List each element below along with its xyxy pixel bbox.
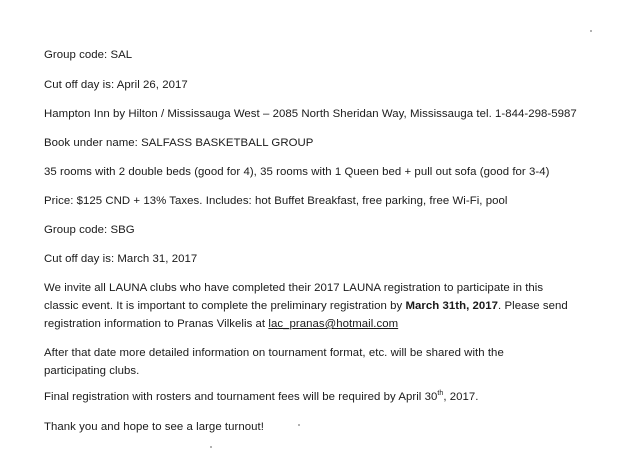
final-registration-text: Final registration with rosters and tournament fees will be required by April 30 bbox=[44, 391, 438, 403]
ordinal-suffix: th bbox=[437, 390, 444, 398]
contact-email-link[interactable]: lac_pranas@hotmail.com bbox=[268, 318, 399, 330]
invite-paragraph-line-1: We invite all LAUNA clubs who have completed their 2017 LAUNA registration to participate in this bbox=[44, 282, 544, 294]
rooms-info: 35 rooms with 2 double beds (good for 4), 35 rooms with 1 Queen bed + pull out sofa (good for 3-4) bbox=[44, 166, 550, 178]
group-code-sbg: Group code: SBG bbox=[44, 224, 135, 236]
cutoff-day-march: Cut off day is: March 31, 2017 bbox=[44, 253, 198, 265]
after-paragraph-line-2: participating clubs. bbox=[44, 365, 140, 377]
after-paragraph-line-1: After that date more detailed information on tournament format, etc. will be shared with the bbox=[44, 347, 504, 359]
hotel-address: Hampton Inn by Hilton / Mississauga West – 2085 North Sheridan Way, Mississauga tel. 1-844-298-5987 bbox=[44, 108, 577, 120]
group-code-sal: Group code: SAL bbox=[44, 49, 133, 61]
scan-speck bbox=[210, 446, 212, 448]
book-under-name: Book under name: SALFASS BASKETBALL GROUP bbox=[44, 137, 314, 149]
invite-text-end: . Please send bbox=[498, 300, 568, 312]
scan-speck bbox=[298, 424, 300, 426]
deadline-date: March 31th, 2017 bbox=[405, 300, 499, 312]
price-info: Price: $125 CND + 13% Taxes. Includes: hot Buffet Breakfast, free parking, free Wi-Fi, pool bbox=[44, 195, 508, 207]
final-registration-year: , 2017. bbox=[443, 391, 479, 403]
registration-text: registration information to Pranas Vilkelis at bbox=[44, 318, 269, 330]
scan-speck bbox=[590, 30, 592, 32]
cutoff-day-april: Cut off day is: April 26, 2017 bbox=[44, 79, 188, 91]
invite-paragraph-line-2 bbox=[44, 297, 568, 315]
invite-text: classic event. It is important to complete the preliminary registration by bbox=[44, 300, 406, 312]
invite-paragraph-line-3 bbox=[44, 315, 398, 333]
thank-you-note: Thank you and hope to see a large turnout! bbox=[44, 421, 264, 433]
final-registration bbox=[44, 388, 479, 406]
